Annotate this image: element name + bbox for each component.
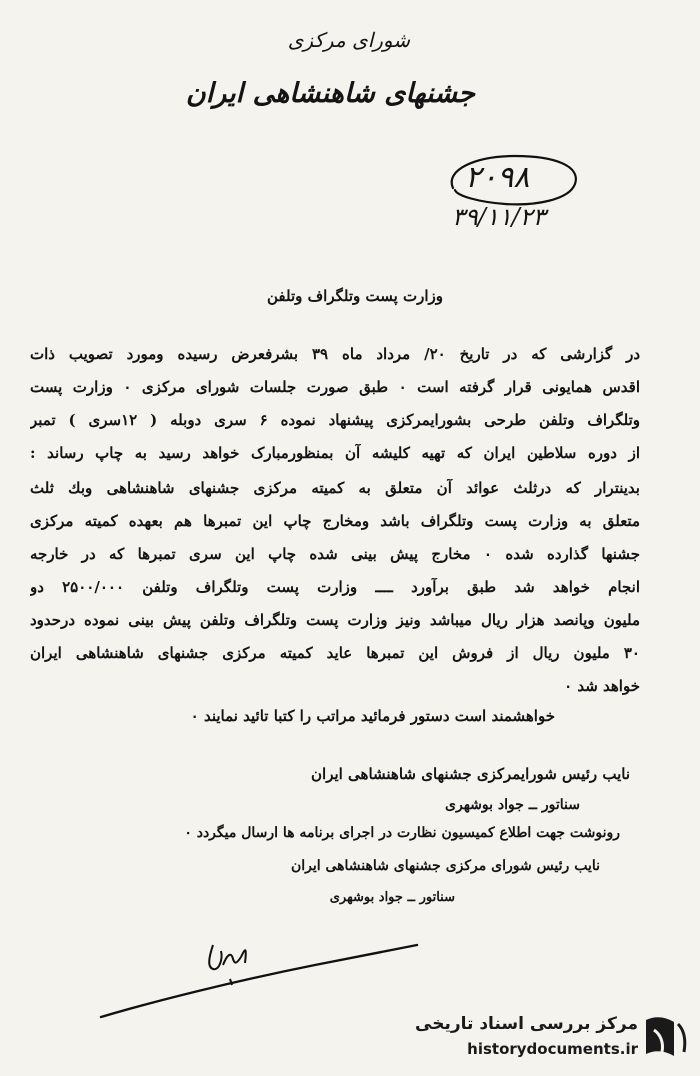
body-line: خواهد شد ۰ [564, 677, 640, 695]
organization-heading: شورای مرکزی [287, 28, 410, 52]
body-line: ملیون وپانصد هزار ریال میباشد ونیز وزارت پست وتلگراف وتلفن پیش بینی نموده درحدود [30, 611, 640, 629]
body-line: متعلق به وزارت پست وتلگراف باشد ومخارج چاپ این تمبرها هم بعهده کمیته مرکزی [30, 512, 640, 530]
body-line: در گزارشی که در تاریخ ۲۰/ مرداد ماه ۳۹ بشرفعرض رسیده ومورد تصویب ذات [30, 345, 640, 363]
handwritten-signature-icon [95, 915, 425, 1025]
body-line: ۳۰ ملیون ریال از فروش این تمبرها عاید کمیته مرکزی جشنهای شاهنشاهی ایران [30, 644, 640, 662]
body-line: وتلگراف وتلفن طرحی بشورایمرکزی پیشنهاد نموده ۶ سری دوبله ( ۱۲سری ) تمبر [30, 411, 640, 429]
reference-date: ۳۹/۱۱/۲۳ [452, 203, 546, 231]
body-line: از دوره سلاطین ایران که تهیه کلیشه آن بمنظورمبارک خواهد رسید به چاپ رساند : [30, 444, 640, 462]
copy-note: رونوشت جهت اطلاع کمیسیون نظارت در اجرای برنامه ها ارسال میگردد ۰ [184, 825, 620, 841]
body-line: اقدس همایونی قرار گرفته است ۰ طبق صورت جلسات شورای مرکزی ۰ وزارت پست [30, 378, 640, 396]
watermark-url: historydocuments.ir [467, 1040, 638, 1058]
body-line: جشنها گذارده شده ۰ مخارج پیش بینی شده چاپ این سری تمبرها که در خارجه [30, 545, 640, 563]
body-line: انجام خواهد شد طبق برآورد ــــ وزارت پست وتلگراف وتلفن ۲۵۰۰/۰۰۰ دو [30, 578, 640, 596]
signatory-name: سناتور ــ جواد بوشهری [329, 890, 455, 905]
closing-request: خواهشمند است دستور فرمائید مراتب را کتبا تائید نمایند ۰ [190, 707, 555, 725]
watermark-title: مرکز بررسی اسناد تاریخی [415, 1014, 638, 1034]
archive-logo-icon [640, 1012, 688, 1062]
signatory-title: نایب رئیس شورایمرکزی جشنهای شاهنشاهی ایران [311, 765, 630, 783]
reference-number: ۲۰۹۸ [465, 160, 530, 195]
event-heading: جشنهای شاهنشاهی ایران [185, 78, 475, 109]
body-line: بدینترار که درثلث عوائد آن متعلق به کمیته مرکزی جشنهای شاهنشاهی وبك ثلث [30, 479, 640, 497]
signatory-title: نایب رئیس شورای مرکزی جشنهای شاهنشاهی ایران [290, 858, 600, 874]
addressee: وزارت پست وتلگراف وتلفن [266, 287, 444, 305]
signatory-name: سناتور ــ جواد بوشهری [445, 797, 580, 813]
